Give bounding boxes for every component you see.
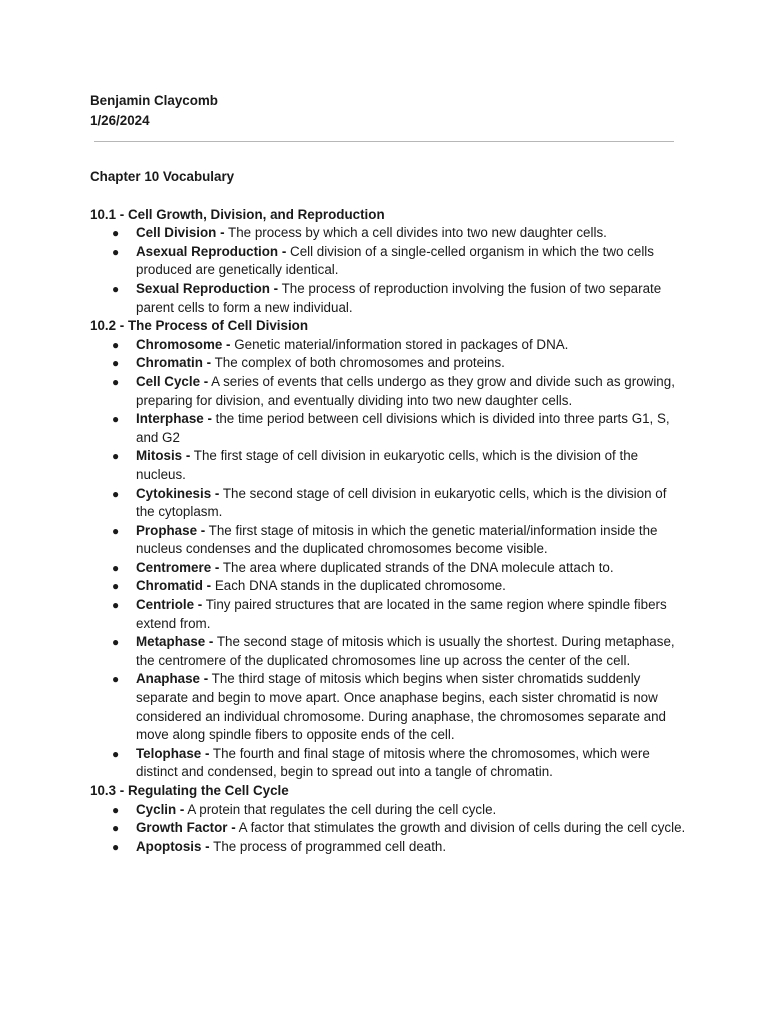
section-heading: 10.1 - Cell Growth, Division, and Reproduction — [90, 206, 385, 222]
term-list — [90, 224, 686, 317]
bullet-icon: ● — [112, 523, 120, 538]
bullet-icon: ● — [112, 356, 120, 371]
list-item — [90, 485, 686, 522]
list-item — [90, 577, 686, 596]
term-definition: The first stage of cell division in eukaryotic cells, which is the division of the nucleus. — [136, 448, 639, 482]
term-definition: Each DNA stands in the duplicated chromosome. — [211, 578, 506, 594]
bullet-icon: ● — [112, 672, 120, 687]
list-item — [90, 745, 686, 782]
list-item — [90, 801, 686, 820]
bullet-icon: ● — [112, 598, 120, 613]
bullet-icon: ● — [112, 281, 120, 296]
bullet-icon: ● — [112, 635, 120, 650]
term-definition: The second stage of mitosis which is usually the shortest. During metaphase, the centromere of the duplicated chromosomes line up across the center of the cell. — [136, 634, 675, 668]
list-item — [90, 336, 686, 355]
bullet-icon: ● — [112, 560, 120, 575]
section-heading: 10.2 - The Process of Cell Division — [90, 318, 309, 334]
list-item — [90, 224, 686, 243]
list-item — [90, 243, 686, 280]
bullet-icon: ● — [112, 337, 120, 352]
term-definition: The complex of both chromosomes and proteins. — [211, 355, 505, 371]
list-item — [90, 354, 686, 373]
bullet-icon: ● — [112, 746, 120, 761]
bullet-icon: ● — [112, 226, 120, 241]
document-page — [90, 91, 686, 856]
list-item — [90, 522, 686, 559]
bullet-icon: ● — [112, 579, 120, 594]
bullet-icon: ● — [112, 802, 120, 817]
vocabulary-term: Cytokinesis - — [136, 485, 220, 501]
bullet-icon: ● — [112, 412, 120, 427]
vocabulary-term: Metaphase - — [136, 634, 214, 650]
vocabulary-term: Cell Division - — [136, 225, 225, 241]
term-list — [90, 801, 686, 857]
vocabulary-term: Sexual Reproduction - — [136, 280, 279, 296]
term-definition: The second stage of cell division in eukaryotic cells, which is the division of the cytoplasm. — [136, 485, 667, 520]
term-definition: Tiny paired structures that are located in the same region where spindle fibers extend from. — [136, 597, 667, 631]
vocabulary-term: Apoptosis - — [136, 838, 210, 854]
term-definition: Genetic material/information stored in packages of DNA. — [230, 336, 569, 352]
list-item — [90, 596, 686, 633]
term-definition: The first stage of mitosis in which the genetic material/information inside the nucleus condenses and the duplicated chromosomes become visible. — [136, 522, 658, 557]
bullet-icon: ● — [112, 486, 120, 501]
term-definition: the time period between cell divisions which is divided into three parts G1, S, and G2 — [136, 411, 670, 445]
vocabulary-sections — [90, 206, 686, 857]
document-date: 1/26/2024 — [90, 113, 150, 128]
list-item — [90, 373, 686, 410]
term-list — [90, 336, 686, 782]
bullet-icon: ● — [112, 449, 120, 464]
vocabulary-term: Centriole - — [136, 597, 203, 613]
vocabulary-term: Prophase - — [136, 522, 206, 538]
bullet-icon: ● — [112, 821, 120, 836]
vocabulary-term: Asexual Reproduction - — [136, 243, 287, 259]
term-definition: The area where duplicated strands of the DNA molecule attach to. — [219, 559, 614, 575]
list-item — [90, 280, 686, 317]
term-definition: A factor that stimulates the growth and division of cells during the cell cycle. — [235, 820, 686, 836]
vocabulary-term: Telophase - — [136, 745, 210, 761]
vocabulary-term: Chromosome - — [136, 336, 231, 352]
header-divider — [94, 141, 674, 142]
term-definition: The process of programmed cell death. — [209, 838, 447, 854]
list-item — [90, 559, 686, 578]
bullet-icon: ● — [112, 244, 120, 259]
list-item — [90, 838, 686, 857]
author-name: Benjamin Claycomb — [90, 93, 218, 108]
list-item — [90, 633, 686, 670]
term-definition: The process of reproduction involving the fusion of two separate parent cells to form a new individual. — [136, 280, 662, 315]
section-heading: 10.3 - Regulating the Cell Cycle — [90, 783, 289, 798]
term-definition: The fourth and final stage of mitosis where the chromosomes, which were distinct and condensed, begin to spread out into a tangle of chromatin. — [136, 745, 650, 780]
term-definition: A protein that regulates the cell during the cell cycle. — [184, 801, 497, 817]
term-definition: The third stage of mitosis which begins when sister chromatids suddenly separate and begin to move apart. Once anaphase begins, each sister chromatid is now considered an individual chromosome. During anaphase, the chromosomes separate and move along spindle fibers to opposite ends of the cell. — [136, 671, 666, 743]
vocabulary-term: Mitosis - — [136, 448, 191, 464]
bullet-icon: ● — [112, 839, 120, 854]
vocabulary-term: Growth Factor - — [136, 820, 236, 836]
term-definition: The process by which a cell divides into two new daughter cells. — [224, 225, 607, 241]
vocabulary-term: Centromere - — [136, 559, 220, 575]
vocabulary-term: Anaphase - — [136, 671, 209, 687]
list-item — [90, 819, 686, 838]
vocabulary-term: Chromatid - — [136, 578, 212, 594]
list-item — [90, 410, 686, 447]
vocabulary-term: Chromatin - — [136, 355, 212, 371]
list-item — [90, 670, 686, 744]
term-definition: Cell division of a single-celled organism in which the two cells produced are genetically identical. — [136, 243, 654, 278]
vocabulary-term: Interphase - — [136, 411, 212, 427]
list-item — [90, 447, 686, 484]
vocabulary-term: Cell Cycle - — [136, 373, 209, 389]
vocabulary-term: Cyclin - — [136, 801, 185, 817]
term-definition: A series of events that cells undergo as they grow and divide such as growing, preparing for division, and eventually dividing into two new daughter cells. — [136, 373, 675, 408]
document-title: Chapter 10 Vocabulary — [90, 169, 235, 184]
bullet-icon: ● — [112, 374, 120, 389]
